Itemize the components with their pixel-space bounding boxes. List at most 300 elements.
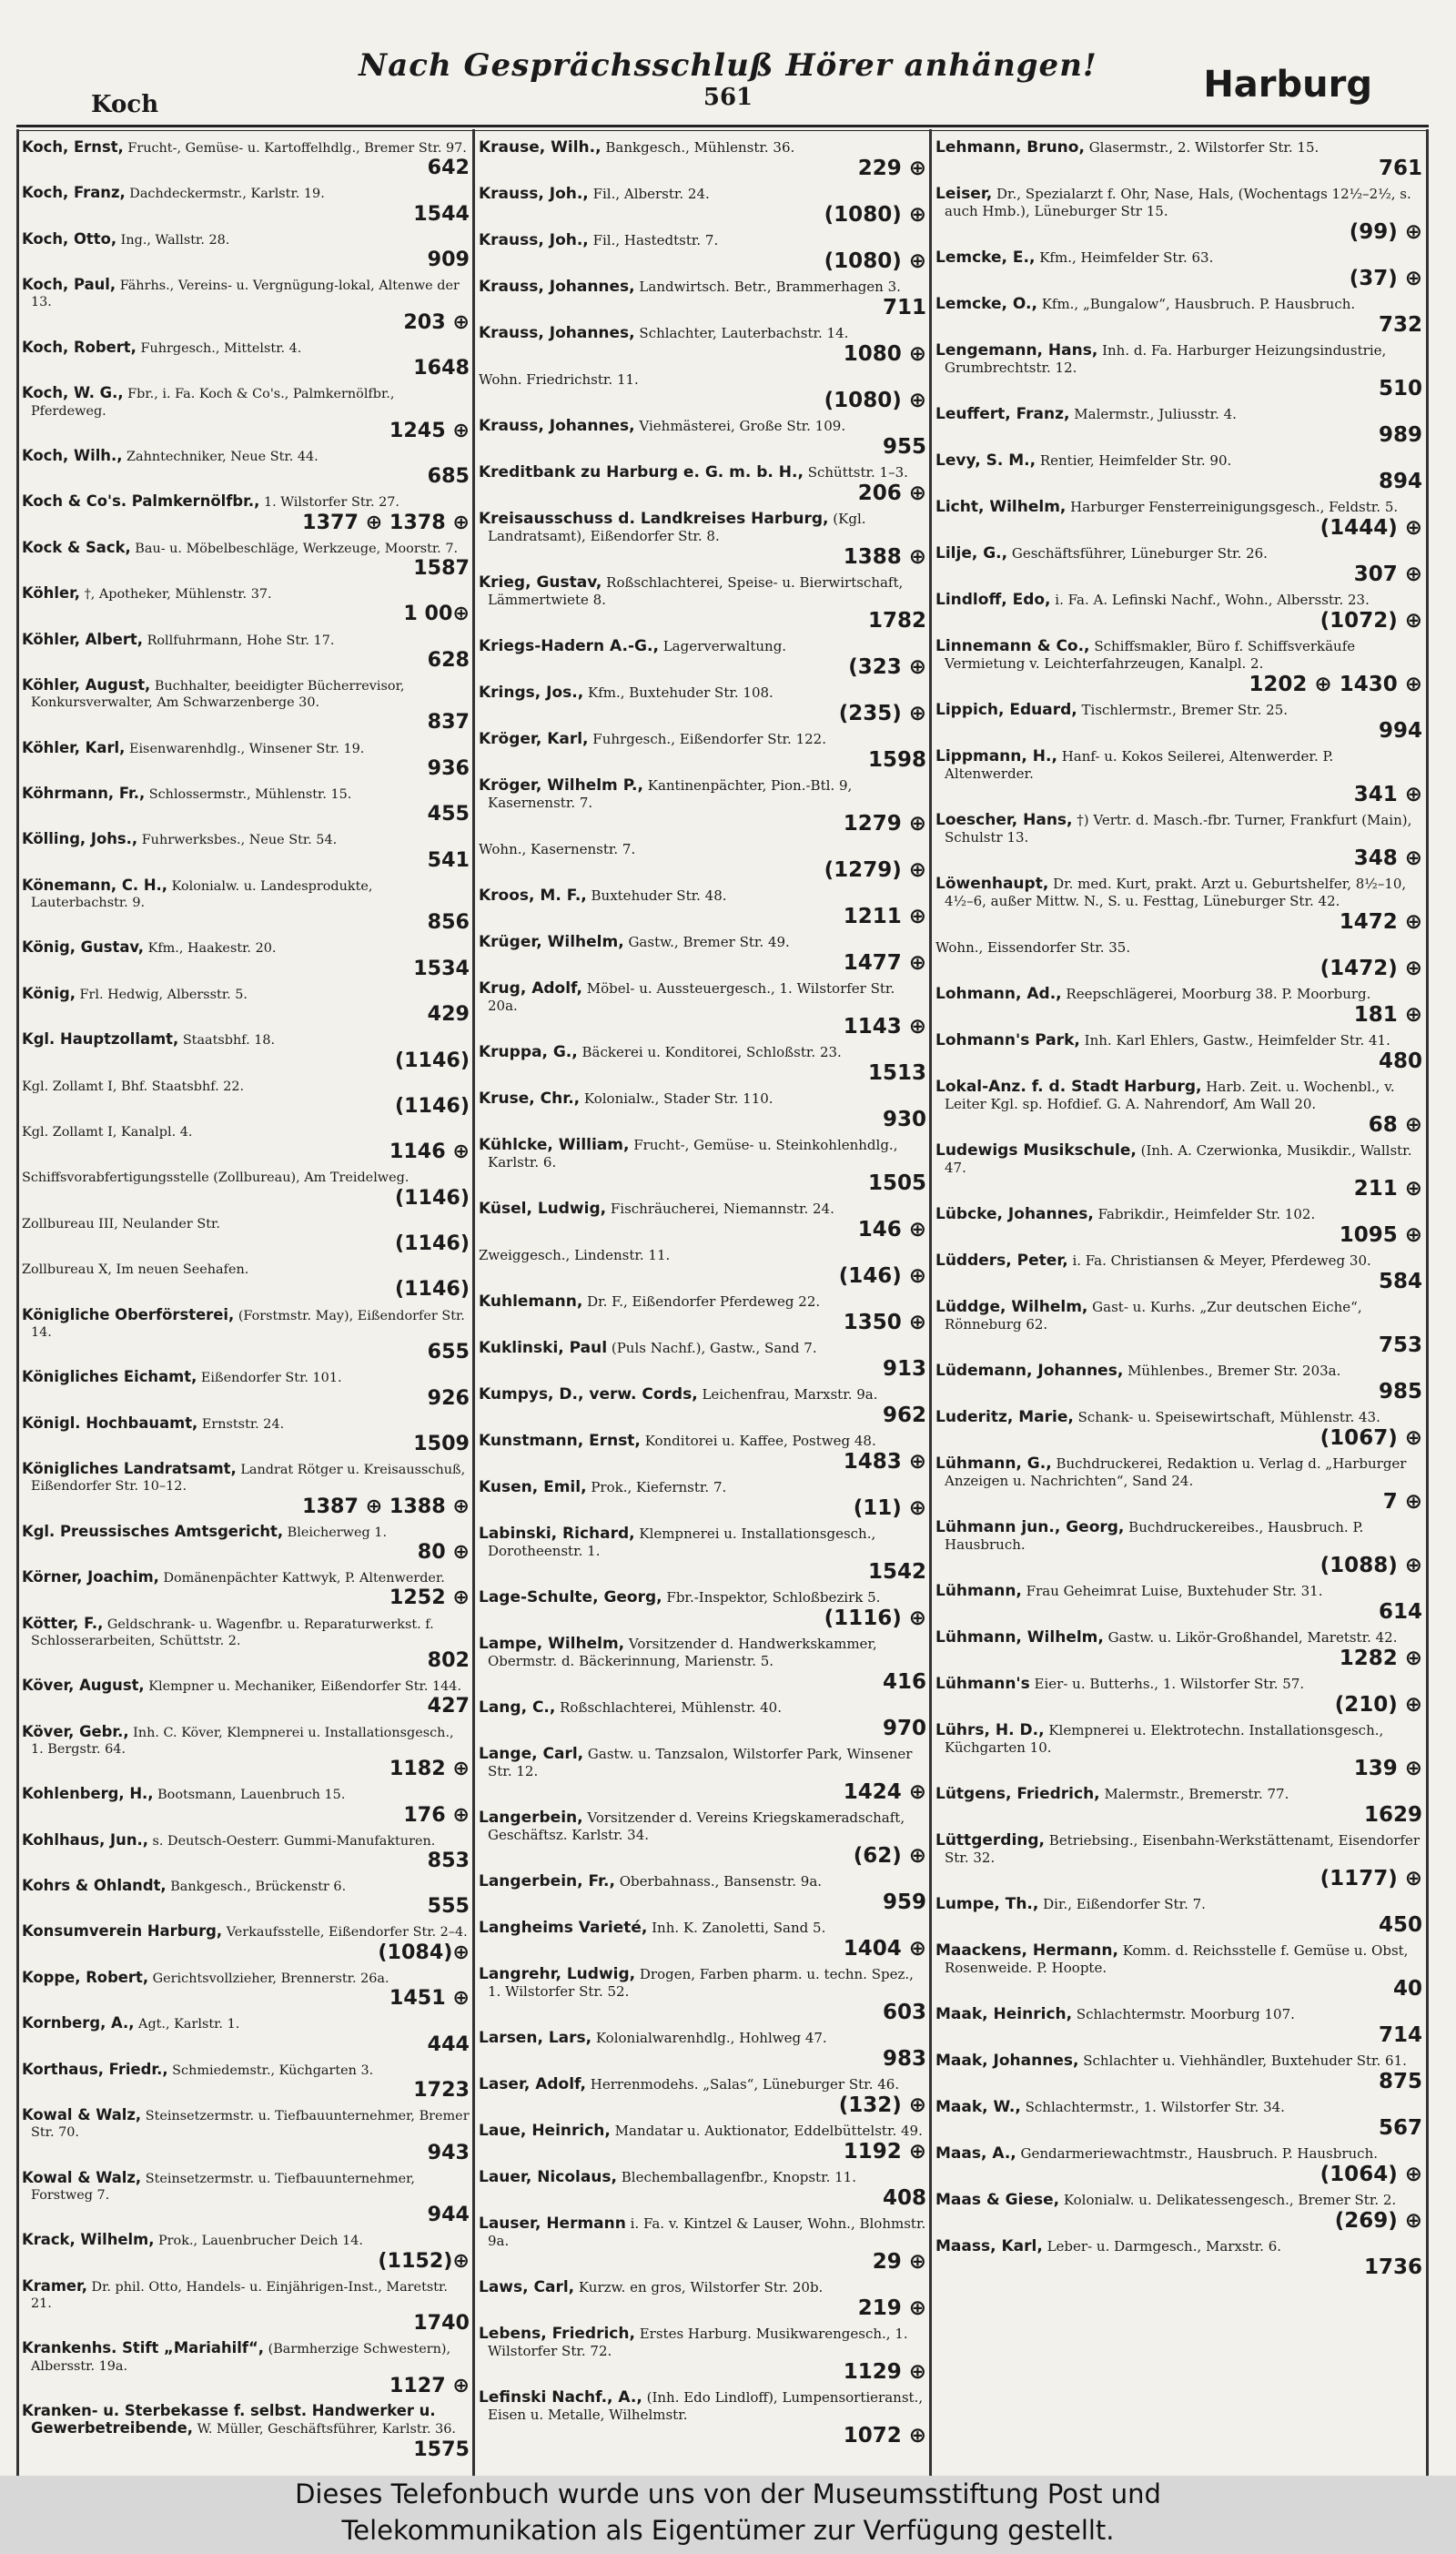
- directory-entry: [18, 1829, 473, 1875]
- entry-phone-number: 1127 ⊕: [389, 2374, 470, 2398]
- directory-entry: [475, 276, 930, 322]
- directory-entry: [932, 1719, 1426, 1783]
- directory-entry: [475, 2027, 930, 2073]
- directory-entry: [932, 340, 1426, 403]
- entry-phone-number: (11) ⊕: [853, 1496, 926, 1520]
- entry-name: Koch, Robert,: [22, 338, 136, 356]
- entry-name: Lohmann, Ad.,: [935, 985, 1062, 1003]
- directory-entry: [18, 1458, 473, 1521]
- entry-name: Lefinski Nachf., A.,: [479, 2388, 642, 2407]
- entry-details: Buchdruckereibes., Hausbruch. P. Hausbruch.: [945, 1519, 1364, 1553]
- entry-phone-number: 1192 ⊕: [843, 2140, 926, 2164]
- directory-entry: [932, 1627, 1426, 1673]
- entry-phone-number: 1377 ⊕ 1378 ⊕: [302, 510, 470, 534]
- directory-entry: [932, 137, 1426, 183]
- directory-entry: [18, 737, 473, 783]
- entry-name: Königliche Oberförsterei,: [22, 1305, 235, 1323]
- entry-name: Lühmann, Wilhelm,: [935, 1628, 1104, 1647]
- directory-entry: [475, 978, 930, 1041]
- entry-details: Malermstr., Juliusstr. 4.: [1074, 406, 1237, 422]
- directory-entry: [18, 2400, 473, 2464]
- entry-details: Zollbureau III, Neulander Str.: [22, 1216, 220, 1231]
- entry-phone-number: 541: [427, 847, 470, 872]
- entry-details: Agt., Karlstr. 1.: [138, 2017, 240, 2032]
- directory-entry: [932, 937, 1426, 983]
- directory-entry: [475, 1963, 930, 2027]
- directory-entry: [18, 2059, 473, 2104]
- entry-details: Rollfuhrmann, Hohe Str. 17.: [147, 633, 335, 648]
- entry-details: †, Apotheker, Mühlenstr. 37.: [84, 587, 272, 603]
- entry-phone-number: 229 ⊕: [857, 157, 926, 180]
- entry-details: Kolonialw. u. Delikatessengesch., Bremer Str. 2.: [1063, 2192, 1397, 2208]
- entry-details: Inh. K. Zanoletti, Sand 5.: [652, 1920, 826, 1936]
- entry-details: Bau- u. Möbelbeschläge, Werkzeuge, Moorstr. 7.: [135, 541, 459, 556]
- entry-name: Königliches Eichamt,: [22, 1368, 197, 1386]
- entry-details: Geschäftsführer, Lüneburger Str. 26.: [1011, 545, 1268, 562]
- entry-phone-number: (1177) ⊕: [1320, 1867, 1422, 1890]
- entry-phone-number: (1116) ⊕: [824, 1606, 926, 1630]
- entry-name: Kranken- u. Sterbekasse f. selbst. Handwerker u. Gewerbetreibende,: [22, 2402, 436, 2437]
- directory-entry: [475, 2120, 930, 2166]
- entry-phone-number: 219 ⊕: [857, 2296, 926, 2320]
- entry-details: Reepschlägerei, Moorburg 38. P. Moorburg.: [1066, 986, 1371, 1002]
- entry-phone-number: 959: [882, 1890, 926, 1914]
- directory-entry: [932, 2235, 1426, 2282]
- entry-details: Klempnerei u. Elektrotechn. Installationsgesch., Küchgarten 10.: [945, 1722, 1384, 1756]
- entry-name: Kroos, M. F.,: [479, 887, 587, 905]
- entry-phone-number: 206 ⊕: [857, 481, 926, 505]
- header-rule-thin: [16, 130, 1429, 131]
- entry-phone-number: 1388 ⊕: [843, 545, 926, 569]
- directory-entry: [18, 1075, 473, 1120]
- directory-entry: [18, 2337, 473, 2400]
- entry-details: Oberbahnass., Bansenstr. 9a.: [619, 1873, 823, 1890]
- entry-name: Kölling, Johs.,: [22, 830, 138, 848]
- entry-details: Zweiggesch., Lindenstr. 11.: [479, 1247, 671, 1263]
- entry-phone-number: 955: [882, 435, 926, 459]
- entry-phone-number: (146) ⊕: [838, 1264, 926, 1288]
- entry-name: Lauser, Hermann: [479, 2214, 626, 2233]
- entry-name: Lühmann, G.,: [935, 1454, 1052, 1473]
- entry-details: Kfm., „Bungalow“, Hausbruch. P. Hausbruch.: [1041, 296, 1356, 312]
- directory-entry: [932, 1406, 1426, 1453]
- entry-name: Lampe, Wilhelm,: [479, 1635, 625, 1653]
- entry-phone-number: (1080) ⊕: [824, 203, 926, 227]
- entry-phone-number: 1072 ⊕: [843, 2424, 926, 2448]
- directory-entry: [18, 337, 473, 382]
- entry-details: Eißendorfer Str. 101.: [200, 1371, 342, 1386]
- directory-entry: [475, 322, 930, 369]
- entry-details: Hanf- u. Kokos Seilerei, Altenwerder. P. Altenwerder.: [945, 748, 1334, 782]
- directory-entry: [475, 229, 930, 276]
- header-city: Harburg: [1203, 64, 1372, 106]
- entry-details: Bäckerei u. Konditorei, Schloßstr. 23.: [581, 1044, 842, 1060]
- entry-details: Gastw. u. Likör-Großhandel, Maretstr. 42.: [1107, 1629, 1398, 1646]
- entry-phone-number: 628: [427, 647, 470, 672]
- entry-phone-number: 856: [427, 910, 470, 935]
- entry-name: Kohlhaus, Jun.,: [22, 1830, 148, 1849]
- entry-phone-number: 1350 ⊕: [843, 1311, 926, 1334]
- entry-phone-number: 1182 ⊕: [389, 1757, 470, 1781]
- header-left-keyword: Koch: [91, 91, 159, 118]
- directory-entry: [932, 1893, 1426, 1940]
- entry-details: Malermstr., Bremerstr. 77.: [1104, 1786, 1289, 1802]
- directory-entry: [475, 2166, 930, 2213]
- entry-details: Mandatar u. Auktionator, Eddelbüttelstr. 49.: [614, 2123, 923, 2139]
- entry-name: Kock & Sack,: [22, 538, 131, 556]
- banner-notice: Nach Gesprächsschluß Hörer anhängen!: [359, 47, 1097, 84]
- entry-name: Maas, A.,: [935, 2144, 1016, 2163]
- directory-entry: [475, 885, 930, 931]
- entry-details: Roßschlachterei, Mühlenstr. 40.: [560, 1699, 782, 1716]
- entry-phone-number: (99) ⊕: [1349, 220, 1422, 244]
- directory-entry: [475, 1697, 930, 1743]
- entry-phone-number: 416: [882, 1670, 926, 1694]
- entry-phone-number: (323 ⊕: [848, 655, 926, 679]
- entry-details: (Forstmstr. May), Eißendorfer Str. 14.: [31, 1308, 465, 1340]
- entry-details: Betriebsing., Eisenbahn-Werkstättenamt, Eisendorfer Str. 32.: [945, 1832, 1421, 1866]
- entry-phone-number: (1444) ⊕: [1320, 516, 1422, 540]
- entry-phone-number: 1723: [413, 2077, 470, 2102]
- entry-phone-number: 139 ⊕: [1353, 1757, 1422, 1780]
- entry-details: Domänenpächter Kattwyk, P. Altenwerder.: [163, 1571, 445, 1586]
- entry-name: Korthaus, Friedr.,: [22, 2060, 168, 2078]
- entry-phone-number: 603: [882, 2001, 926, 2024]
- entry-details: Schlossermstr., Mühlenstr. 15.: [148, 786, 352, 802]
- entry-details: Prok., Lauenbrucher Deich 14.: [158, 2234, 363, 2249]
- entry-name: Krings, Jos.,: [479, 684, 584, 702]
- entry-details: Fuhrgesch., Mittelstr. 4.: [140, 340, 302, 356]
- entry-phone-number: 1575: [413, 2437, 470, 2461]
- entry-name: Lüdders, Peter,: [935, 1252, 1068, 1270]
- directory-entry: [18, 583, 473, 628]
- entry-name: Kruppa, G.,: [479, 1043, 578, 1061]
- entry-details: Fährhs., Vereins- u. Vergnügung-lokal, Altenwe der 13.: [31, 279, 460, 310]
- directory-entry: [475, 2213, 930, 2276]
- directory-entry: [475, 1291, 930, 1337]
- entry-phone-number: 1202 ⊕ 1430 ⊕: [1249, 673, 1422, 696]
- directory-entry: [18, 228, 473, 274]
- entry-name: Krieg, Gustav,: [479, 573, 602, 592]
- directory-entry: [932, 403, 1426, 450]
- entry-details: Dr. phil. Otto, Handels- u. Einjährigen-Inst., Maretstr. 21.: [31, 2279, 448, 2312]
- directory-entry: [932, 1516, 1426, 1580]
- entry-name: Kumpys, D., verw. Cords,: [479, 1385, 698, 1404]
- entry-details: i. Fa. A. Lefinski Nachf., Wohn., Albersstr. 23.: [1055, 592, 1370, 608]
- entry-details: Dr. F., Eißendorfer Pferdeweg 22.: [587, 1293, 821, 1310]
- directory-entry: [932, 247, 1426, 293]
- entry-details: Steinsetzermstr. u. Tiefbauunternehmer, Forstweg 7.: [31, 2171, 415, 2203]
- entry-name: Königl. Hochbauamt,: [22, 1414, 198, 1432]
- entry-phone-number: 203 ⊕: [403, 309, 470, 334]
- entry-phone-number: 994: [1378, 719, 1422, 743]
- directory-entry: [932, 1360, 1426, 1406]
- directory-entry: [475, 728, 930, 775]
- entry-name: Lauer, Nicolaus,: [479, 2168, 617, 2186]
- directory-entry: [475, 635, 930, 682]
- entry-details: Ing., Wallstr. 28.: [120, 232, 230, 248]
- entry-name: Krauss, Johannes,: [479, 278, 635, 296]
- entry-phone-number: 7 ⊕: [1382, 1490, 1422, 1514]
- entry-details: Eisenwarenhdlg., Winsener Str. 19.: [128, 741, 365, 756]
- entry-phone-number: 989: [1378, 423, 1422, 447]
- entry-name: Lühmann jun., Georg,: [935, 1518, 1125, 1536]
- directory-entry: [18, 828, 473, 874]
- entry-details: Frucht-, Gemüse- u. Steinkohlenhdlg., Karlstr. 6.: [488, 1137, 898, 1171]
- entry-phone-number: 1598: [867, 748, 926, 772]
- directory-entry: [475, 1041, 930, 1088]
- entry-name: Kühlcke, William,: [479, 1136, 630, 1154]
- entry-details: Gendarmeriewachtmstr., Hausbruch. P. Hausbruch.: [1020, 2145, 1379, 2162]
- directory-entry: [932, 183, 1426, 247]
- entry-details: Roßschlachterei, Speise- u. Bierwirtschaft, Lämmertwiete 8.: [488, 574, 904, 608]
- directory-entry: [18, 629, 473, 674]
- entry-phone-number: 181 ⊕: [1353, 1003, 1422, 1027]
- entry-phone-number: 408: [882, 2186, 926, 2210]
- entry-phone-number: 1129 ⊕: [843, 2360, 926, 2384]
- entry-details: Frau Geheimrat Luise, Buxtehuder Str. 31.: [1026, 1583, 1323, 1599]
- entry-name: Lebens, Friedrich,: [479, 2325, 635, 2343]
- entry-phone-number: 1483 ⊕: [843, 1450, 926, 1474]
- entry-phone-number: (1146): [394, 1231, 470, 1256]
- entry-phone-number: 802: [427, 1648, 470, 1673]
- entry-phone-number: (235) ⊕: [838, 702, 926, 725]
- entry-phone-number: (210) ⊕: [1334, 1693, 1422, 1717]
- directory-entry: [475, 1917, 930, 1963]
- entry-phone-number: 1505: [867, 1171, 926, 1195]
- entry-phone-number: 68 ⊕: [1368, 1113, 1422, 1137]
- directory-entry: [18, 983, 473, 1029]
- directory-entry: [475, 1244, 930, 1291]
- directory-entry: [18, 445, 473, 491]
- entry-name: Kusen, Emil,: [479, 1478, 587, 1496]
- entry-name: Köhler, August,: [22, 675, 151, 694]
- entry-details: Schlachtermstr. Moorburg 107.: [1076, 2006, 1295, 2022]
- entry-phone-number: 450: [1378, 1913, 1422, 1937]
- page-number: 561: [703, 84, 753, 111]
- column-2: [475, 137, 930, 2450]
- directory-entry: [475, 137, 930, 183]
- entry-details: Schlachter, Lauterbachstr. 14.: [639, 325, 849, 341]
- entry-name: Lehmann, Bruno,: [935, 138, 1085, 157]
- entry-phone-number: 584: [1378, 1270, 1422, 1293]
- entry-name: Langrehr, Ludwig,: [479, 1965, 636, 1983]
- entry-phone-number: 837: [427, 710, 470, 735]
- directory-entry: [475, 2387, 930, 2450]
- entry-details: Geldschrank- u. Wagenfbr. u. Reparaturwerkst. f. Schlosserarbeiten, Schüttstr. 2.: [31, 1617, 434, 1648]
- entry-details: Schank- u. Speisewirtschaft, Mühlenstr. 43.: [1077, 1409, 1380, 1425]
- entry-phone-number: (1152)⊕: [378, 2248, 470, 2273]
- directory-entry: [18, 1875, 473, 1921]
- entry-details: W. Müller, Geschäftsführer, Karlstr. 36.: [197, 2422, 457, 2437]
- entry-name: Maak, Johannes,: [935, 2052, 1079, 2070]
- entry-details: Leber- u. Darmgesch., Marxstr. 6.: [1046, 2238, 1282, 2255]
- entry-details: Landrat Rötger u. Kreisausschuß, Eißendorfer Str. 10–12.: [31, 1463, 466, 1495]
- entry-name: Leuffert, Franz,: [935, 405, 1070, 423]
- entry-phone-number: 732: [1378, 313, 1422, 337]
- entry-phone-number: 555: [427, 1894, 470, 1919]
- entry-name: Krug, Adolf,: [479, 979, 582, 998]
- entry-phone-number: 429: [427, 1002, 470, 1027]
- entry-name: Lemcke, O.,: [935, 295, 1037, 313]
- entry-phone-number: 1 00⊕: [403, 602, 470, 626]
- entry-name: Koppe, Robert,: [22, 1968, 149, 1986]
- entry-details: Herrenmodehs. „Salas“, Lüneburger Str. 46.: [590, 2076, 900, 2093]
- directory-entry: [18, 1212, 473, 1258]
- entry-phone-number: 909: [427, 248, 470, 272]
- directory-entry: [932, 699, 1426, 745]
- directory-entry: [932, 1783, 1426, 1829]
- entry-name: Krauss, Joh.,: [479, 231, 589, 249]
- entry-details: Zollbureau X, Im neuen Seehafen.: [22, 1262, 249, 1278]
- entry-name: Kuhlemann,: [479, 1292, 583, 1311]
- entry-details: Kfm., Heimfelder Str. 63.: [1039, 249, 1214, 266]
- entry-details: Klempner u. Mechaniker, Eißendorfer Str. 144.: [148, 1679, 462, 1695]
- entry-details: Eier- u. Butterhs., 1. Wilstorfer Str. 57.: [1034, 1676, 1305, 1692]
- directory-entry: [475, 1743, 930, 1807]
- entry-details: Tischlermstr., Bremer Str. 25.: [1081, 702, 1289, 718]
- entry-name: Küsel, Ludwig,: [479, 1200, 607, 1218]
- entry-details: Fabrikdir., Heimfelder Str. 102.: [1097, 1206, 1316, 1222]
- directory-entry: [932, 293, 1426, 340]
- entry-name: Lilje, G.,: [935, 544, 1008, 562]
- entry-details: Wohn., Kasernenstr. 7.: [479, 841, 636, 857]
- entry-phone-number: 894: [1378, 470, 1422, 493]
- entry-phone-number: (1064) ⊕: [1320, 2163, 1422, 2186]
- directory-entry: [932, 1829, 1426, 1893]
- directory-entry: [932, 983, 1426, 1029]
- entry-details: Kolonialw. u. Landesprodukte, Lauterbachstr. 9.: [31, 878, 373, 911]
- entry-phone-number: 936: [427, 755, 470, 780]
- entry-phone-number: 1477 ⊕: [843, 951, 926, 975]
- entry-phone-number: 480: [1378, 1049, 1422, 1073]
- directory-entry: [475, 183, 930, 229]
- entry-phone-number: 761: [1378, 157, 1422, 180]
- entry-name: Maackens, Hermann,: [935, 1941, 1118, 1960]
- entry-phone-number: (1067) ⊕: [1320, 1426, 1422, 1450]
- entry-details: (Inh. A. Czerwionka, Musikdir., Wallstr. 47.: [945, 1142, 1412, 1176]
- directory-entry: [475, 461, 930, 508]
- entry-details: Bootsmann, Lauenbruch 15.: [157, 1788, 346, 1803]
- directory-entry: [18, 382, 473, 445]
- entry-name: Labinski, Richard,: [479, 1525, 635, 1543]
- entry-name: Krüger, Wilhelm,: [479, 933, 624, 951]
- entry-phone-number: 1740: [413, 2311, 470, 2336]
- entry-details: Bankgesch., Brückenstr 6.: [170, 1880, 347, 1895]
- entry-name: Lippmann, H.,: [935, 747, 1057, 765]
- entry-name: Lühmann,: [935, 1582, 1022, 1600]
- entry-details: Mühlenbes., Bremer Str. 203a.: [1127, 1363, 1341, 1379]
- column-1: [18, 137, 473, 2464]
- entry-details: Buchhalter, beeidigter Bücherrevisor, Konkursverwalter, Am Schwarzenberge 30.: [31, 678, 405, 711]
- entry-details: Kfm., Buxtehuder Str. 108.: [587, 684, 774, 701]
- entry-details: Gastw. u. Tanzsalon, Wilstorfer Park, Winsener Str. 12.: [488, 1746, 913, 1779]
- directory-entry: [932, 542, 1426, 589]
- entry-details: Komm. d. Reichsstelle f. Gemüse u. Obst, Rosenweide. P. Hoopte.: [945, 1942, 1409, 1976]
- directory-entry: [475, 1807, 930, 1870]
- right-border: [1426, 129, 1429, 2476]
- entry-details: Klempnerei u. Installationsgesch., Dorotheenstr. 1.: [488, 1525, 876, 1559]
- entry-details: (Inh. Edo Lindloff), Lumpensortieranst., Eisen u. Metalle, Wilhelmstr.: [488, 2389, 924, 2423]
- entry-details: Buxtehuder Str. 48.: [591, 887, 727, 904]
- entry-name: Königliches Landratsamt,: [22, 1460, 237, 1478]
- entry-name: Löwenhaupt,: [935, 875, 1049, 893]
- directory-entry: [18, 137, 473, 182]
- directory-entry: [18, 1366, 473, 1412]
- entry-details: s. Deutsch-Oesterr. Gummi-Manufakturen.: [152, 1833, 436, 1849]
- entry-name: Lokal-Anz. f. d. Stadt Harburg,: [935, 1078, 1202, 1096]
- entry-phone-number: 211 ⊕: [1353, 1177, 1422, 1201]
- directory-entry: [932, 809, 1426, 873]
- entry-phone-number: (62) ⊕: [853, 1844, 926, 1868]
- entry-details: Glasermstr., 2. Wilstorfer Str. 15.: [1088, 139, 1320, 156]
- entry-phone-number: (269) ⊕: [1334, 2209, 1422, 2233]
- entry-phone-number: 943: [427, 2140, 470, 2164]
- entry-name: Langheims Varieté,: [479, 1919, 648, 1937]
- entry-name: Maak, Heinrich,: [935, 2005, 1073, 2023]
- entry-name: Kowal & Walz,: [22, 2106, 142, 2123]
- directory-entry: [475, 1476, 930, 1523]
- entry-name: Maas & Giese,: [935, 2191, 1060, 2209]
- entry-phone-number: 29 ⊕: [872, 2250, 926, 2274]
- entry-details: Inh. Karl Ehlers, Gastw., Heimfelder Str. 41.: [1084, 1032, 1390, 1049]
- entry-phone-number: 1513: [867, 1061, 926, 1085]
- entry-details: Leichenfrau, Marxstr. 9a.: [702, 1386, 878, 1403]
- entry-name: Krack, Wilhelm,: [22, 2231, 155, 2249]
- entry-details: Lagerverwaltung.: [662, 638, 787, 654]
- directory-entry: [475, 1430, 930, 1476]
- entry-details: †) Vertr. d. Masch.-fbr. Turner, Frankfurt (Main), Schulstr 13.: [945, 812, 1412, 846]
- entry-phone-number: (1080) ⊕: [824, 389, 926, 412]
- entry-details: (Puls Nachf.), Gastw., Sand 7.: [611, 1340, 817, 1356]
- directory-entry: [475, 1870, 930, 1917]
- entry-details: Viehmästerei, Große Str. 109.: [639, 418, 846, 434]
- entry-phone-number: 1424 ⊕: [843, 1780, 926, 1804]
- directory-entry: [932, 2189, 1426, 2235]
- entry-details: Schiffsvorabfertigungsstelle (Zollbureau), Am Treidelweg.: [22, 1171, 410, 1186]
- entry-name: Kramer,: [22, 2276, 87, 2295]
- entry-details: Schmiedemstr., Küchgarten 3.: [172, 2062, 374, 2078]
- entry-phone-number: 1387 ⊕ 1388 ⊕: [302, 1494, 470, 1518]
- entry-name: Lüddge, Wilhelm,: [935, 1298, 1088, 1316]
- entry-details: Buchdruckerei, Redaktion u. Verlag d. „Harburger Anzeigen u. Nachrichten“, Sand 24.: [945, 1455, 1407, 1489]
- entry-phone-number: 985: [1378, 1380, 1422, 1404]
- directory-entry: [18, 1304, 473, 1367]
- directory-entry: [932, 635, 1426, 699]
- entry-details: Kurzw. en gros, Wilstorfer Str. 20b.: [578, 2279, 824, 2296]
- entry-details: Schlachtermstr., 1. Wilstorfer Str. 34.: [1025, 2099, 1285, 2115]
- entry-details: Ernststr. 24.: [201, 1416, 285, 1432]
- directory-entry: [932, 1076, 1426, 1140]
- directory-entry: [18, 1921, 473, 1966]
- entry-phone-number: 1587: [413, 556, 470, 581]
- directory-entry: [18, 1120, 473, 1166]
- entry-details: (Barmherzige Schwestern), Albersstr. 19a.: [31, 2342, 451, 2374]
- entry-phone-number: (37) ⊕: [1349, 267, 1422, 290]
- entry-phone-number: 1736: [1363, 2255, 1422, 2279]
- directory-entry: [18, 2275, 473, 2338]
- entry-phone-number: 1279 ⊕: [843, 812, 926, 836]
- directory-entry: [18, 2167, 473, 2230]
- entry-phone-number: 913: [882, 1357, 926, 1381]
- entry-name: Kröger, Wilhelm P.,: [479, 776, 643, 795]
- entry-phone-number: 510: [1378, 377, 1422, 400]
- entry-phone-number: (1084)⊕: [378, 1940, 470, 1964]
- entry-name: Krauss, Johannes,: [479, 324, 635, 342]
- footer-line-2: Telekommunikation als Eigentümer zur Verfügung gestellt.: [341, 2515, 1115, 2546]
- entry-name: Lengemann, Hans,: [935, 341, 1098, 360]
- directory-entry: [475, 1198, 930, 1244]
